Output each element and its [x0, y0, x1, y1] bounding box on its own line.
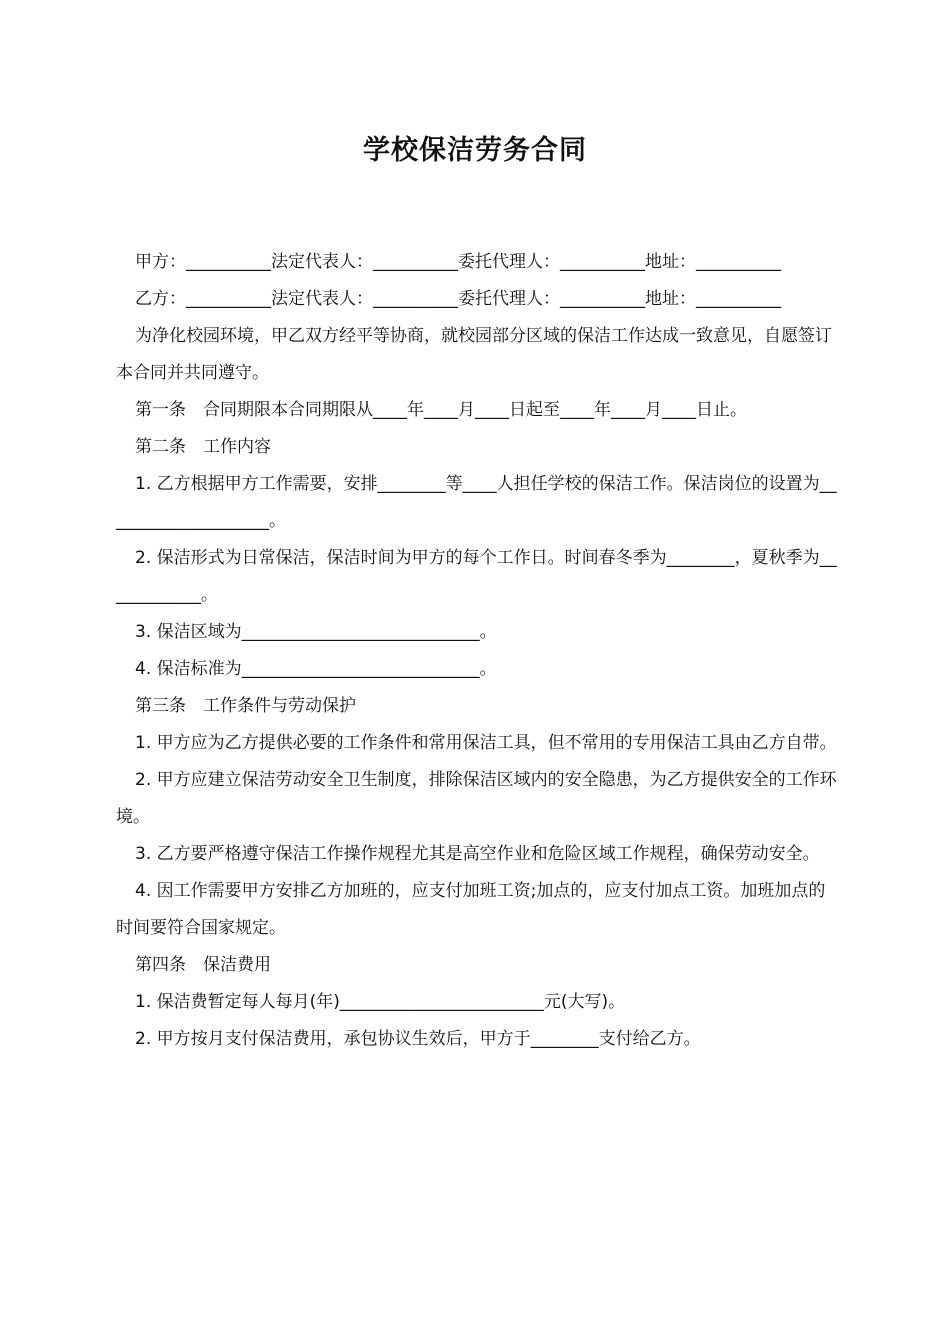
document-title: 学校保洁劳务合同 — [363, 135, 587, 166]
party-a-line: 甲方：__________法定代表人：__________委托代理人：__________地址：__________ — [135, 252, 781, 272]
article-4-heading: 第四条 保洁费用 — [135, 955, 271, 975]
article-2-item-1: 1. 乙方根据甲方工作需要，安排________等____人担任学校的保洁工作。保洁岗位的设置为____________________。 — [116, 474, 837, 531]
article-3-item-4: 4. 因工作需要甲方安排乙方加班的，应支付加班工资;加点的，应支付加点工资。加班加点的时间要符合国家规定。 — [116, 881, 826, 938]
document-body — [116, 244, 838, 1058]
article-3-item-2: 2. 甲方应建立保洁劳动安全卫生制度，排除保洁区域内的安全隐患，为乙方提供安全的工作环境。 — [116, 770, 837, 827]
article-3-item-3: 3. 乙方要严格遵守保洁工作操作规程尤其是高空作业和危险区域工作规程，确保劳动安全。 — [135, 844, 820, 864]
article-2-item-2: 2. 保洁形式为日常保洁，保洁时间为甲方的每个工作日。时间春冬季为________，夏秋季为____________。 — [116, 548, 837, 605]
article-4-item-1: 1. 保洁费暂定每人每月(年)________________________元(大写)。 — [135, 992, 626, 1012]
article-4-item-2: 2. 甲方按月支付保洁费用，承包协议生效后，甲方于________支付给乙方。 — [135, 1029, 701, 1049]
article-2-item-3: 3. 保洁区域为____________________________。 — [135, 622, 497, 642]
party-b-line: 乙方：__________法定代表人：__________委托代理人：__________地址：__________ — [135, 289, 781, 309]
article-3-heading: 第三条 工作条件与劳动保护 — [135, 696, 356, 716]
article-3-item-1: 1. 甲方应为乙方提供必要的工作条件和常用保洁工具，但不常用的专用保洁工具由乙方自带。 — [135, 733, 837, 753]
article-2-item-4: 4. 保洁标准为____________________________。 — [135, 659, 497, 679]
preamble-paragraph: 为净化校园环境，甲乙双方经平等协商，就校园部分区域的保洁工作达成一致意见，自愿签订本合同并共同遵守。 — [116, 326, 832, 383]
article-1: 第一条 合同期限本合同期限从____年____月____日起至____年____月____日止。 — [135, 400, 747, 420]
article-2-heading: 第二条 工作内容 — [135, 437, 271, 457]
